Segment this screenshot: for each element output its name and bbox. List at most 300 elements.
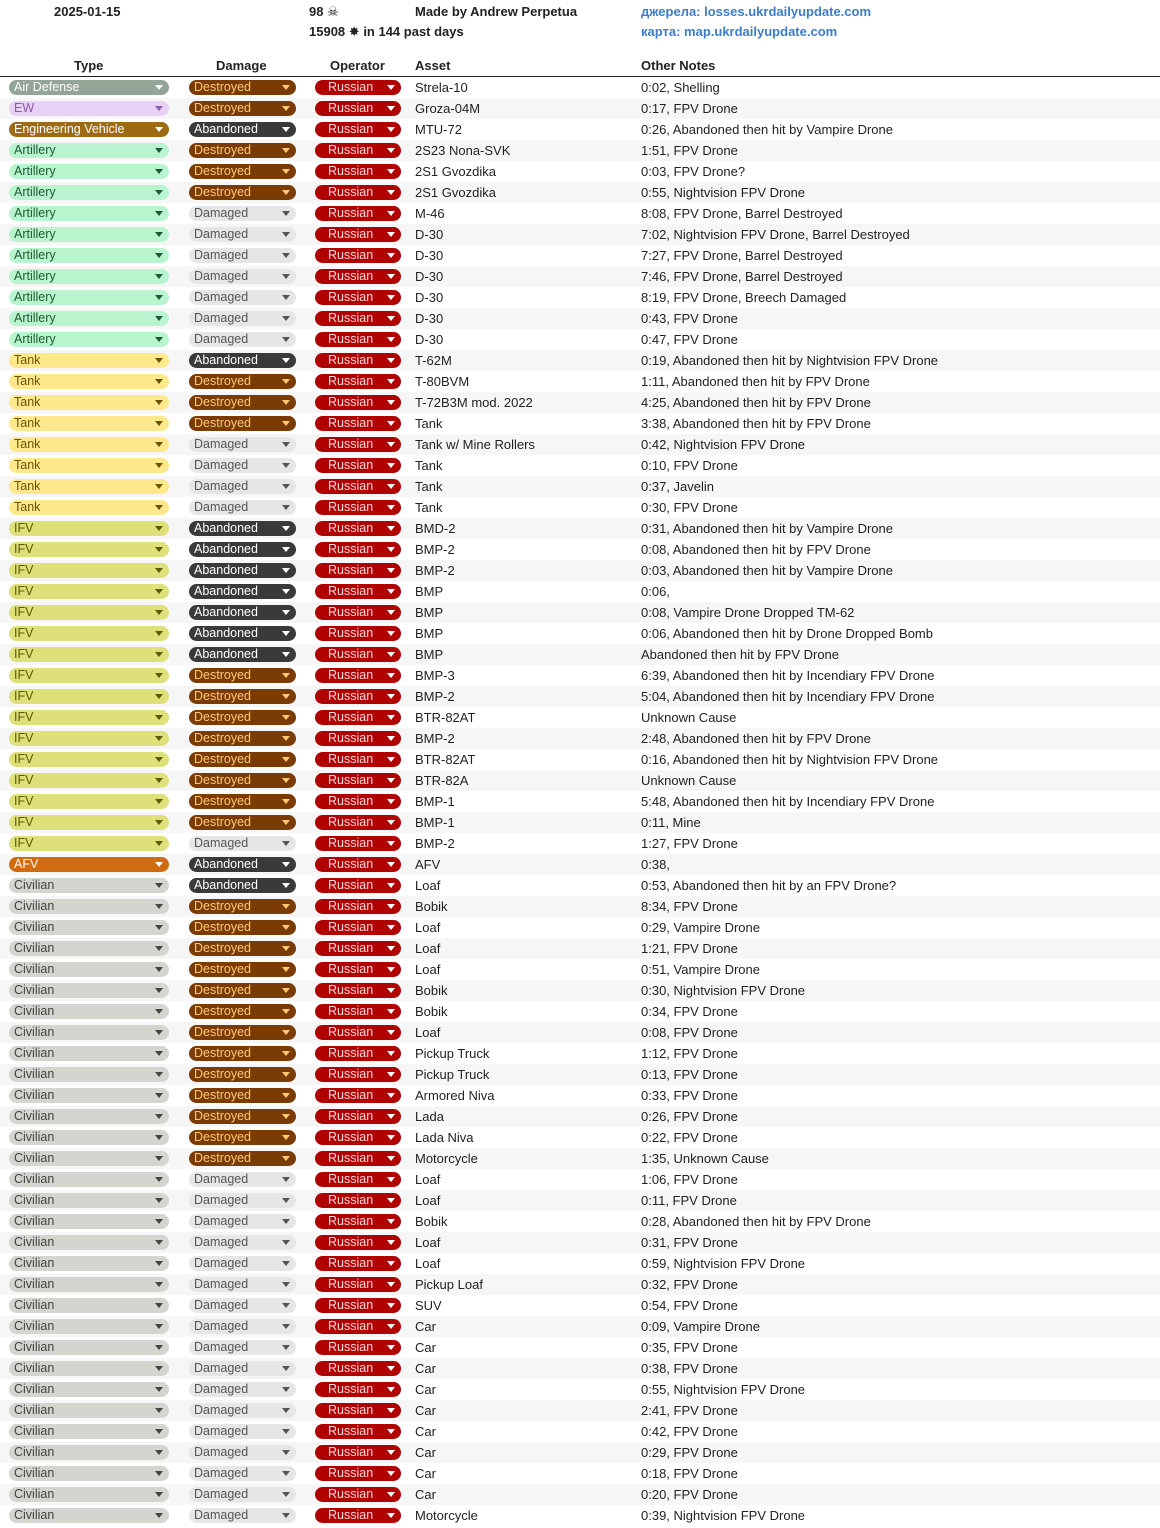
operator-dropdown[interactable] [315, 1445, 401, 1460]
type-dropdown-label: Civilian [14, 1046, 55, 1060]
damage-dropdown[interactable] [189, 668, 296, 683]
type-dropdown[interactable] [9, 1340, 169, 1355]
operator-dropdown[interactable] [315, 122, 401, 137]
operator-dropdown[interactable] [315, 542, 401, 557]
type-dropdown[interactable] [9, 1403, 169, 1418]
operator-dropdown[interactable] [315, 794, 401, 809]
type-dropdown[interactable] [9, 1319, 169, 1334]
total-count-suffix: in 144 past days [363, 24, 464, 39]
chevron-down-icon [387, 778, 395, 783]
damage-dropdown[interactable] [189, 1214, 296, 1229]
type-dropdown-label: Civilian [14, 1172, 55, 1186]
chevron-down-icon [155, 757, 163, 762]
type-dropdown-label: IFV [14, 542, 34, 556]
type-dropdown[interactable] [9, 458, 169, 473]
operator-dropdown[interactable] [315, 668, 401, 683]
chevron-down-icon [155, 1009, 163, 1014]
damage-dropdown[interactable] [189, 332, 296, 347]
type-dropdown[interactable] [9, 1151, 169, 1166]
operator-dropdown[interactable] [315, 1151, 401, 1166]
operator-dropdown-label: Russian [328, 1277, 374, 1291]
chevron-down-icon [387, 1072, 395, 1077]
type-dropdown[interactable] [9, 983, 169, 998]
damage-dropdown-label: Destroyed [194, 1130, 251, 1144]
type-dropdown[interactable] [9, 1025, 169, 1040]
asset-cell: D-30 [415, 227, 444, 242]
operator-dropdown[interactable] [315, 584, 401, 599]
notes-cell: 0:03, FPV Drone? [641, 164, 746, 179]
operator-dropdown[interactable] [315, 1214, 401, 1229]
damage-dropdown[interactable] [189, 605, 296, 620]
type-dropdown[interactable] [9, 122, 169, 137]
operator-dropdown[interactable] [315, 143, 401, 158]
damage-dropdown[interactable] [189, 353, 296, 368]
damage-dropdown[interactable] [189, 1256, 296, 1271]
operator-dropdown[interactable] [315, 227, 401, 242]
operator-dropdown[interactable] [315, 374, 401, 389]
table-row [0, 77, 1160, 98]
damage-dropdown-label: Damaged [194, 1256, 249, 1270]
operator-dropdown[interactable] [315, 857, 401, 872]
damage-dropdown[interactable] [189, 542, 296, 557]
damage-dropdown[interactable] [189, 1403, 296, 1418]
type-dropdown[interactable] [9, 1193, 169, 1208]
damage-dropdown[interactable] [189, 1508, 296, 1523]
type-dropdown[interactable] [9, 269, 169, 284]
operator-dropdown[interactable] [315, 647, 401, 662]
report-date: 2025-01-15 [54, 4, 121, 19]
operator-dropdown[interactable] [315, 1487, 401, 1502]
damage-dropdown[interactable] [189, 1046, 296, 1061]
damage-dropdown[interactable] [189, 1193, 296, 1208]
operator-dropdown[interactable] [315, 878, 401, 893]
type-dropdown[interactable] [9, 731, 169, 746]
type-dropdown[interactable] [9, 521, 169, 536]
type-dropdown[interactable] [9, 647, 169, 662]
operator-dropdown[interactable] [315, 1193, 401, 1208]
chevron-down-icon [387, 736, 395, 741]
type-dropdown[interactable] [9, 920, 169, 935]
damage-dropdown[interactable] [189, 710, 296, 725]
chevron-down-icon [282, 1345, 290, 1350]
asset-cell: BMP [415, 647, 444, 662]
damage-dropdown[interactable] [189, 689, 296, 704]
type-dropdown[interactable] [9, 374, 169, 389]
type-dropdown[interactable] [9, 1067, 169, 1082]
chevron-down-icon [387, 1114, 395, 1119]
operator-dropdown-label: Russian [328, 1235, 374, 1249]
damage-dropdown[interactable] [189, 80, 296, 95]
type-dropdown-label: IFV [14, 626, 34, 640]
operator-dropdown[interactable] [315, 248, 401, 263]
map-link[interactable]: карта: map.ukrdailyupdate.com [641, 24, 838, 39]
damage-dropdown[interactable] [189, 290, 296, 305]
operator-dropdown[interactable] [315, 1424, 401, 1439]
damage-dropdown-label: Destroyed [194, 80, 251, 94]
type-dropdown-label: Artillery [14, 269, 56, 283]
damage-dropdown[interactable] [189, 836, 296, 851]
damage-dropdown[interactable] [189, 773, 296, 788]
type-dropdown-label: Civilian [14, 1424, 55, 1438]
type-dropdown[interactable] [9, 1088, 169, 1103]
table-row [0, 203, 1160, 224]
operator-dropdown[interactable] [315, 416, 401, 431]
damage-dropdown-label: Destroyed [194, 185, 251, 199]
damage-dropdown[interactable] [189, 206, 296, 221]
operator-dropdown[interactable] [315, 920, 401, 935]
chevron-down-icon [387, 1303, 395, 1308]
notes-cell: 1:21, FPV Drone [641, 941, 738, 956]
operator-dropdown-label: Russian [328, 584, 374, 598]
table-row [0, 623, 1160, 644]
type-dropdown[interactable] [9, 1487, 169, 1502]
chevron-down-icon [155, 1240, 163, 1245]
damage-dropdown[interactable] [189, 878, 296, 893]
operator-dropdown[interactable] [315, 500, 401, 515]
damage-dropdown[interactable] [189, 941, 296, 956]
damage-dropdown[interactable] [189, 437, 296, 452]
type-dropdown[interactable] [9, 290, 169, 305]
type-dropdown[interactable] [9, 752, 169, 767]
type-dropdown-label: Civilian [14, 1466, 55, 1480]
notes-cell: 0:03, Abandoned then hit by Vampire Drone [641, 563, 893, 578]
table-row [0, 812, 1160, 833]
operator-dropdown[interactable] [315, 689, 401, 704]
operator-dropdown[interactable] [315, 1235, 401, 1250]
operator-dropdown[interactable] [315, 1340, 401, 1355]
damage-dropdown[interactable] [189, 311, 296, 326]
type-dropdown[interactable] [9, 941, 169, 956]
damage-dropdown[interactable] [189, 794, 296, 809]
damage-dropdown[interactable] [189, 1340, 296, 1355]
type-dropdown[interactable] [9, 101, 169, 116]
type-dropdown[interactable] [9, 605, 169, 620]
operator-dropdown[interactable] [315, 101, 401, 116]
operator-dropdown[interactable] [315, 773, 401, 788]
operator-dropdown[interactable] [315, 185, 401, 200]
type-dropdown[interactable] [9, 80, 169, 95]
operator-dropdown[interactable] [315, 983, 401, 998]
table-row [0, 245, 1160, 266]
damage-dropdown[interactable] [189, 1235, 296, 1250]
type-dropdown[interactable] [9, 1172, 169, 1187]
asset-cell: Car [415, 1466, 436, 1481]
type-dropdown[interactable] [9, 185, 169, 200]
damage-dropdown[interactable] [189, 1277, 296, 1292]
operator-dropdown[interactable] [315, 899, 401, 914]
operator-dropdown[interactable] [315, 1382, 401, 1397]
operator-dropdown[interactable] [315, 1109, 401, 1124]
damage-dropdown[interactable] [189, 1424, 296, 1439]
operator-dropdown[interactable] [315, 80, 401, 95]
operator-dropdown[interactable] [315, 1025, 401, 1040]
damage-dropdown[interactable] [189, 584, 296, 599]
type-dropdown[interactable] [9, 1256, 169, 1271]
operator-dropdown[interactable] [315, 605, 401, 620]
damage-dropdown[interactable] [189, 647, 296, 662]
operator-dropdown[interactable] [315, 521, 401, 536]
operator-dropdown[interactable] [315, 1466, 401, 1481]
type-dropdown[interactable] [9, 899, 169, 914]
type-dropdown[interactable] [9, 1130, 169, 1145]
damage-dropdown[interactable] [189, 857, 296, 872]
damage-dropdown[interactable] [189, 1361, 296, 1376]
type-dropdown-label: Tank [14, 479, 41, 493]
damage-dropdown-label: Damaged [194, 311, 249, 325]
damage-dropdown[interactable] [189, 962, 296, 977]
operator-dropdown[interactable] [315, 1403, 401, 1418]
chevron-down-icon [387, 799, 395, 804]
operator-dropdown[interactable] [315, 1256, 401, 1271]
type-dropdown[interactable] [9, 248, 169, 263]
operator-dropdown[interactable] [315, 458, 401, 473]
damage-dropdown[interactable] [189, 1319, 296, 1334]
operator-dropdown[interactable] [315, 1067, 401, 1082]
notes-cell: 0:20, FPV Drone [641, 1487, 738, 1502]
type-dropdown[interactable] [9, 332, 169, 347]
chevron-down-icon [282, 337, 290, 342]
type-dropdown[interactable] [9, 1298, 169, 1313]
damage-dropdown[interactable] [189, 1151, 296, 1166]
damage-dropdown[interactable] [189, 983, 296, 998]
operator-dropdown[interactable] [315, 1298, 401, 1313]
chevron-down-icon [282, 1240, 290, 1245]
asset-cell: 2S1 Gvozdika [415, 164, 496, 179]
chevron-down-icon [387, 568, 395, 573]
damage-dropdown[interactable] [189, 626, 296, 641]
damage-dropdown-label: Abandoned [194, 521, 258, 535]
operator-dropdown-label: Russian [328, 206, 374, 220]
operator-dropdown[interactable] [315, 1172, 401, 1187]
type-dropdown[interactable] [9, 353, 169, 368]
damage-dropdown[interactable] [189, 731, 296, 746]
operator-dropdown[interactable] [315, 1130, 401, 1145]
operator-dropdown[interactable] [315, 1277, 401, 1292]
chevron-down-icon [155, 505, 163, 510]
operator-dropdown[interactable] [315, 710, 401, 725]
type-dropdown[interactable] [9, 1466, 169, 1481]
damage-dropdown[interactable] [189, 1466, 296, 1481]
sources-link[interactable]: джерела: losses.ukrdailyupdate.com [641, 4, 872, 19]
damage-dropdown[interactable] [189, 143, 296, 158]
asset-cell: MTU-72 [415, 122, 462, 137]
type-dropdown[interactable] [9, 416, 169, 431]
asset-cell: Car [415, 1487, 436, 1502]
damage-dropdown[interactable] [189, 185, 296, 200]
operator-dropdown[interactable] [315, 1319, 401, 1334]
operator-dropdown-label: Russian [328, 1256, 374, 1270]
operator-dropdown[interactable] [315, 1361, 401, 1376]
chevron-down-icon [282, 379, 290, 384]
chevron-down-icon [282, 1513, 290, 1518]
damage-dropdown-label: Destroyed [194, 1046, 251, 1060]
damage-dropdown[interactable] [189, 752, 296, 767]
chevron-down-icon [155, 1261, 163, 1266]
notes-cell: 0:13, FPV Drone [641, 1067, 738, 1082]
damage-dropdown[interactable] [189, 416, 296, 431]
type-dropdown[interactable] [9, 836, 169, 851]
operator-dropdown[interactable] [315, 311, 401, 326]
type-dropdown[interactable] [9, 1109, 169, 1124]
chevron-down-icon [387, 1198, 395, 1203]
table-row [0, 581, 1160, 602]
type-dropdown-label: IFV [14, 605, 34, 619]
damage-dropdown[interactable] [189, 1067, 296, 1082]
type-dropdown[interactable] [9, 689, 169, 704]
type-dropdown[interactable] [9, 815, 169, 830]
operator-dropdown[interactable] [315, 332, 401, 347]
damage-dropdown[interactable] [189, 269, 296, 284]
chevron-down-icon [282, 505, 290, 510]
damage-dropdown[interactable] [189, 248, 296, 263]
damage-dropdown[interactable] [189, 500, 296, 515]
damage-dropdown-label: Destroyed [194, 374, 251, 388]
operator-dropdown[interactable] [315, 479, 401, 494]
operator-dropdown-label: Russian [328, 1151, 374, 1165]
damage-dropdown[interactable] [189, 1025, 296, 1040]
table-row [0, 1484, 1160, 1505]
operator-dropdown[interactable] [315, 1004, 401, 1019]
operator-dropdown[interactable] [315, 962, 401, 977]
chevron-down-icon [387, 967, 395, 972]
operator-dropdown[interactable] [315, 752, 401, 767]
type-dropdown[interactable] [9, 164, 169, 179]
operator-dropdown[interactable] [315, 815, 401, 830]
type-dropdown[interactable] [9, 206, 169, 221]
type-dropdown[interactable] [9, 1235, 169, 1250]
chevron-down-icon [387, 1051, 395, 1056]
type-dropdown[interactable] [9, 794, 169, 809]
type-dropdown[interactable] [9, 1046, 169, 1061]
type-dropdown[interactable] [9, 1424, 169, 1439]
damage-dropdown[interactable] [189, 101, 296, 116]
damage-dropdown[interactable] [189, 1382, 296, 1397]
notes-cell: 0:06, Abandoned then hit by Drone Dropped Bomb [641, 626, 933, 641]
type-dropdown[interactable] [9, 1214, 169, 1229]
chevron-down-icon [282, 715, 290, 720]
daily-count [309, 4, 339, 20]
operator-dropdown[interactable] [315, 563, 401, 578]
type-dropdown[interactable] [9, 542, 169, 557]
operator-dropdown[interactable] [315, 164, 401, 179]
damage-dropdown[interactable] [189, 122, 296, 137]
chevron-down-icon [155, 295, 163, 300]
type-dropdown[interactable] [9, 1445, 169, 1460]
operator-dropdown[interactable] [315, 1508, 401, 1523]
type-dropdown[interactable] [9, 626, 169, 641]
operator-dropdown[interactable] [315, 395, 401, 410]
damage-dropdown[interactable] [189, 1004, 296, 1019]
type-dropdown[interactable] [9, 227, 169, 242]
operator-dropdown[interactable] [315, 836, 401, 851]
chevron-down-icon [282, 484, 290, 489]
asset-cell: Loaf [415, 920, 441, 935]
asset-cell: Armored Niva [415, 1088, 495, 1103]
type-dropdown[interactable] [9, 1361, 169, 1376]
type-dropdown[interactable] [9, 479, 169, 494]
damage-dropdown[interactable] [189, 899, 296, 914]
damage-dropdown[interactable] [189, 164, 296, 179]
column-header-operator: Operator [330, 58, 385, 73]
type-dropdown[interactable] [9, 1382, 169, 1397]
damage-dropdown[interactable] [189, 479, 296, 494]
type-dropdown[interactable] [9, 395, 169, 410]
operator-dropdown[interactable] [315, 731, 401, 746]
damage-dropdown-label: Destroyed [194, 794, 251, 808]
type-dropdown[interactable] [9, 1508, 169, 1523]
type-dropdown-label: Civilian [14, 1508, 55, 1522]
chevron-down-icon [387, 463, 395, 468]
type-dropdown[interactable] [9, 773, 169, 788]
chevron-down-icon [387, 1135, 395, 1140]
type-dropdown[interactable] [9, 668, 169, 683]
damage-dropdown[interactable] [189, 1445, 296, 1460]
damage-dropdown[interactable] [189, 1130, 296, 1145]
type-dropdown-label: Civilian [14, 1109, 55, 1123]
damage-dropdown[interactable] [189, 374, 296, 389]
damage-dropdown[interactable] [189, 1172, 296, 1187]
damage-dropdown[interactable] [189, 227, 296, 242]
operator-dropdown-label: Russian [328, 1067, 374, 1081]
damage-dropdown[interactable] [189, 395, 296, 410]
type-dropdown[interactable] [9, 437, 169, 452]
type-dropdown[interactable] [9, 962, 169, 977]
operator-dropdown[interactable] [315, 206, 401, 221]
type-dropdown[interactable] [9, 1004, 169, 1019]
operator-dropdown[interactable] [315, 1088, 401, 1103]
asset-cell: Bobik [415, 1214, 448, 1229]
operator-dropdown[interactable] [315, 353, 401, 368]
damage-dropdown-label: Destroyed [194, 395, 251, 409]
chevron-down-icon [155, 904, 163, 909]
type-dropdown[interactable] [9, 584, 169, 599]
asset-cell: D-30 [415, 248, 444, 263]
damage-dropdown[interactable] [189, 1487, 296, 1502]
type-dropdown[interactable] [9, 143, 169, 158]
chevron-down-icon [282, 526, 290, 531]
operator-dropdown-label: Russian [328, 311, 374, 325]
damage-dropdown[interactable] [189, 920, 296, 935]
operator-dropdown[interactable] [315, 269, 401, 284]
damage-dropdown[interactable] [189, 1298, 296, 1313]
operator-dropdown[interactable] [315, 941, 401, 956]
damage-dropdown[interactable] [189, 1088, 296, 1103]
operator-dropdown-label: Russian [328, 227, 374, 241]
type-dropdown[interactable] [9, 563, 169, 578]
damage-dropdown[interactable] [189, 815, 296, 830]
chevron-down-icon [387, 652, 395, 657]
damage-dropdown[interactable] [189, 521, 296, 536]
type-dropdown-label: Civilian [14, 941, 55, 955]
operator-dropdown[interactable] [315, 290, 401, 305]
type-dropdown[interactable] [9, 878, 169, 893]
operator-dropdown[interactable] [315, 437, 401, 452]
operator-dropdown[interactable] [315, 1046, 401, 1061]
type-dropdown[interactable] [9, 311, 169, 326]
operator-dropdown[interactable] [315, 626, 401, 641]
type-dropdown[interactable] [9, 500, 169, 515]
type-dropdown[interactable] [9, 857, 169, 872]
chevron-down-icon [155, 1198, 163, 1203]
chevron-down-icon [155, 778, 163, 783]
damage-dropdown[interactable] [189, 458, 296, 473]
type-dropdown[interactable] [9, 1277, 169, 1292]
damage-dropdown[interactable] [189, 1109, 296, 1124]
notes-cell: 0:55, Nightvision FPV Drone [641, 185, 806, 200]
type-dropdown[interactable] [9, 710, 169, 725]
damage-dropdown[interactable] [189, 563, 296, 578]
damage-dropdown-label: Destroyed [194, 689, 251, 703]
